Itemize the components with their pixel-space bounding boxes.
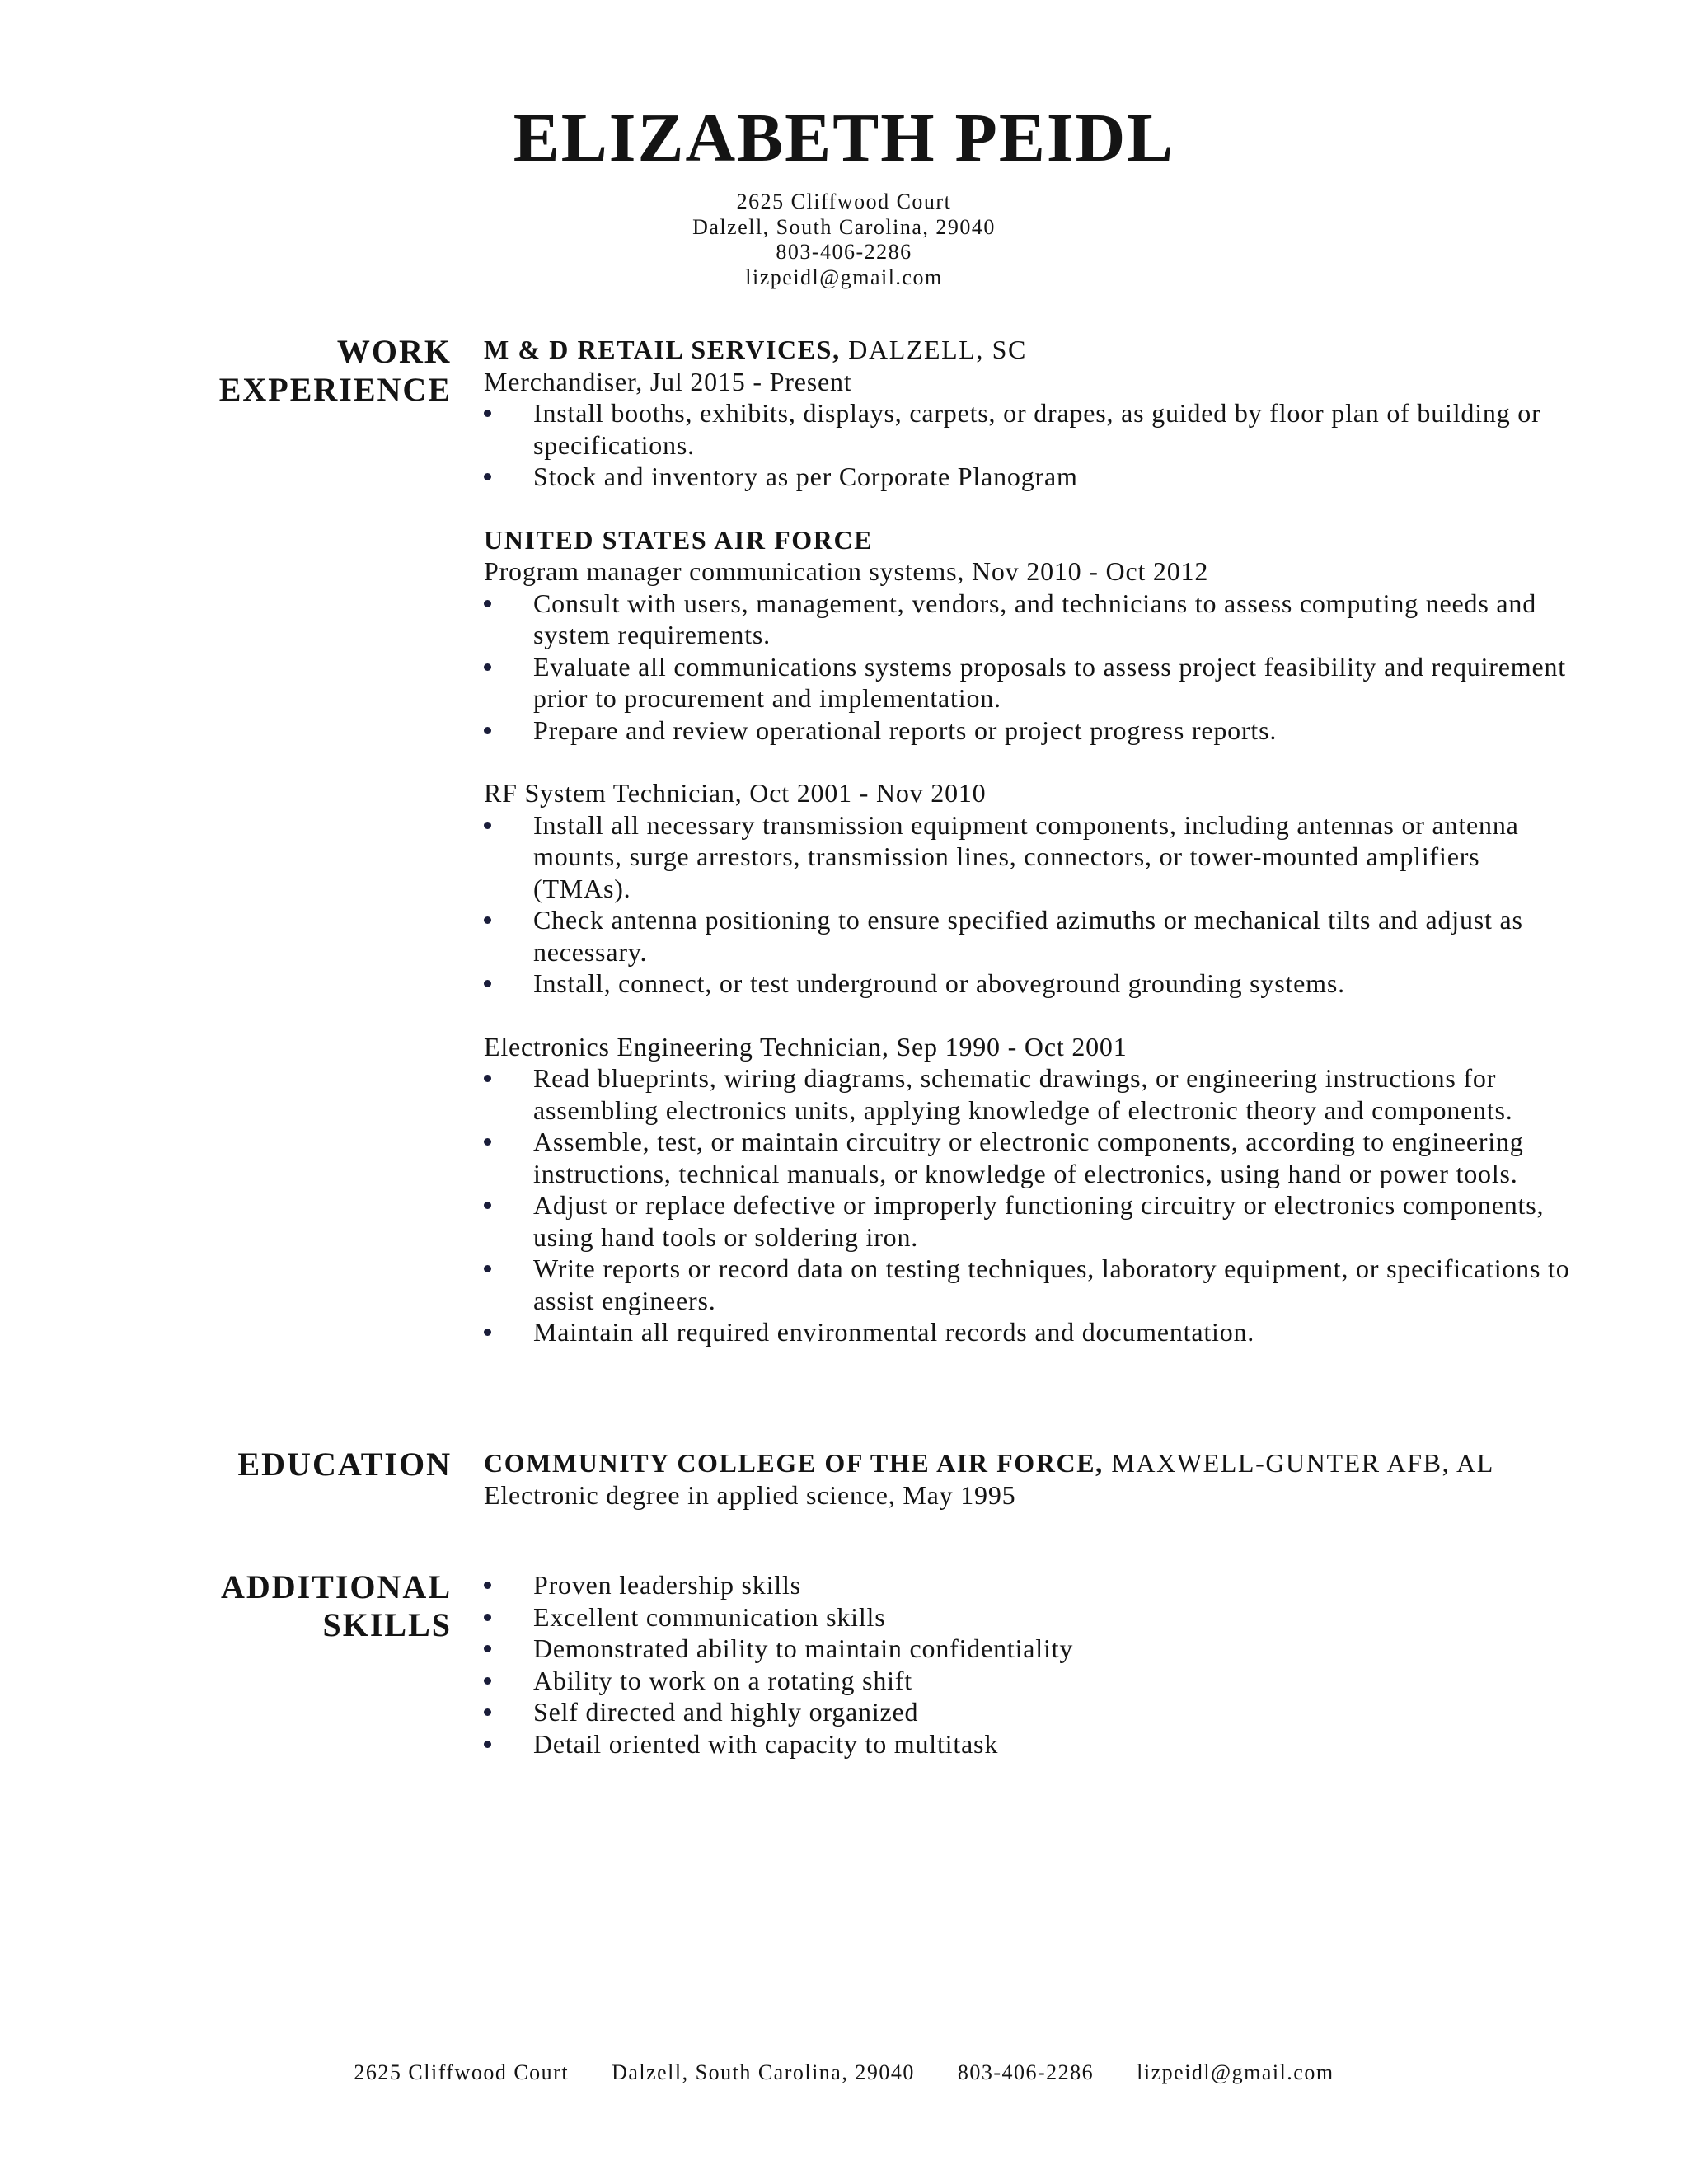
- contact-phone: 803-406-2286: [776, 240, 912, 264]
- contact-address: 2625 Cliffwood Court: [736, 190, 952, 213]
- footer-address: 2625 Cliffwood Court: [354, 2060, 570, 2084]
- candidate-name: ELIZABETH PEIDL: [513, 100, 1175, 176]
- list-item: Self directed and highly organized: [484, 1696, 1580, 1728]
- job-title: Program manager communication systems, Nov 2010 - Oct 2012: [484, 556, 1209, 586]
- job-title: Merchandiser, Jul 2015 - Present: [484, 366, 852, 396]
- skills-list: [484, 1569, 1580, 1760]
- resume-header: [0, 97, 1688, 290]
- list-item: Install, connect, or test underground or aboveground grounding systems.: [484, 968, 1580, 1000]
- footer-email: lizpeidl@gmail.com: [1137, 2060, 1334, 2084]
- job-title: Electronics Engineering Technician, Sep 1990 - Oct 2001: [484, 1031, 1128, 1062]
- degree: Electronic degree in applied science, May 1995: [484, 1479, 1016, 1510]
- list-item: Ability to work on a rotating shift: [484, 1665, 1580, 1697]
- job-employer: UNITED STATES AIR FORCE: [484, 524, 874, 555]
- list-item: Stock and inventory as per Corporate Planogram: [484, 461, 1580, 493]
- job-employer: M & D RETAIL SERVICES, DALZELL, SC: [484, 335, 1027, 364]
- page-footer: [0, 2060, 1688, 2085]
- work-experience-section: [484, 334, 1580, 1348]
- contact-email: lizpeidl@gmail.com: [745, 265, 943, 289]
- list-item: Proven leadership skills: [484, 1569, 1580, 1601]
- list-item: Install all necessary transmission equipment components, including antennas or antenna mounts, surge arrestors, transmission lines, connectors, or tower-mounted amplifiers (TMAs).: [484, 809, 1580, 905]
- footer-phone: 803-406-2286: [957, 2060, 1095, 2084]
- list-item: Write reports or record data on testing techniques, laboratory equipment, or specifications to assist engineers.: [484, 1253, 1580, 1316]
- list-item: Maintain all required environmental records and documentation.: [484, 1316, 1580, 1348]
- list-item: Install booths, exhibits, displays, carpets, or drapes, as guided by floor plan of building or specifications.: [484, 397, 1580, 461]
- job-duties-list: [484, 1062, 1580, 1348]
- list-item: Detail oriented with capacity to multitask: [484, 1728, 1580, 1760]
- list-item: Demonstrated ability to maintain confidentiality: [484, 1633, 1580, 1665]
- list-item: Consult with users, management, vendors, and technicians to assess computing needs and system requirements.: [484, 588, 1580, 651]
- contact-city: Dalzell, South Carolina, 29040: [692, 214, 996, 239]
- list-item: Assemble, test, or maintain circuitry or electronic components, according to engineering instructions, technical manuals, or knowledge of electronics, using hand or power tools.: [484, 1126, 1580, 1189]
- list-item: Read blueprints, wiring diagrams, schematic drawings, or engineering instructions for assembling electronics units, applying knowledge of electronic theory and components.: [484, 1062, 1580, 1126]
- job-title: RF System Technician, Oct 2001 - Nov 2010: [484, 778, 987, 808]
- list-item: Adjust or replace defective or improperly functioning circuitry or electronics components, using hand tools or soldering iron.: [484, 1189, 1580, 1253]
- education-heading: EDUCATION: [237, 1446, 452, 1483]
- list-item: Excellent communication skills: [484, 1601, 1580, 1633]
- job-duties-list: [484, 809, 1580, 1000]
- list-item: Prepare and review operational reports or project progress reports.: [484, 715, 1580, 747]
- job-duties-list: [484, 397, 1580, 493]
- list-item: Evaluate all communications systems proposals to assess project feasibility and requirement prior to procurement and implementation.: [484, 651, 1580, 715]
- work-experience-heading: WORK EXPERIENCE: [218, 333, 452, 408]
- job-duties-list: [484, 588, 1580, 747]
- footer-city: Dalzell, South Carolina, 29040: [612, 2060, 915, 2084]
- education-section: [484, 1447, 1580, 1511]
- school-name: COMMUNITY COLLEGE OF THE AIR FORCE, MAXWELL-GUNTER AFB, AL: [484, 1448, 1494, 1478]
- contact-block: [0, 190, 1688, 290]
- list-item: Check antenna positioning to ensure specified azimuths or mechanical tilts and adjust as necessary.: [484, 904, 1580, 968]
- additional-skills-section: [484, 1569, 1580, 1760]
- additional-skills-heading: ADDITIONAL SKILLS: [220, 1568, 452, 1643]
